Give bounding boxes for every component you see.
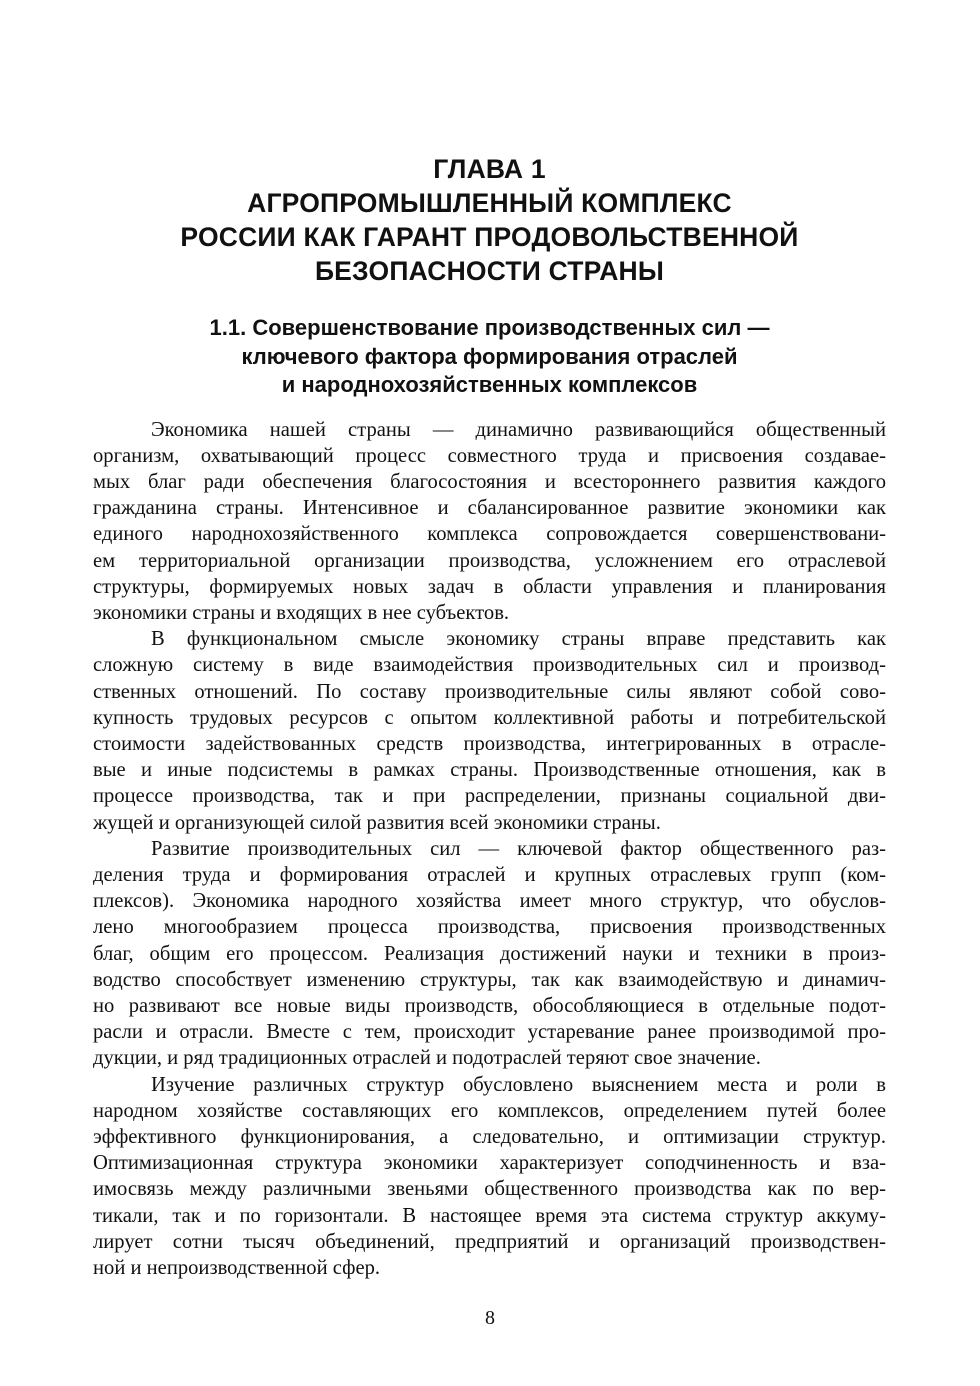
text-line: Развитие производительных сил — ключевой фактор общественного раз-: [151, 837, 886, 860]
text-line: Экономика нашей страны — динамично развивающийся общественный: [151, 418, 886, 441]
text-line: мых благ ради обеспечения благосостояния и всестороннего развития каждого: [93, 470, 886, 493]
text-line: народном хозяйстве составляющих его комплексов, определением путей более: [93, 1099, 886, 1122]
chapter-title-line: ГЛАВА 1: [433, 154, 546, 184]
paragraph: [93, 417, 886, 627]
paragraph: [93, 1072, 886, 1282]
text-line: экономики страны и входящих в нее субъектов.: [93, 601, 510, 624]
text-line: лено многообразием процесса производства, присвоения производственных: [93, 916, 886, 939]
text-line: жущей и организующей силой развития всей экономики страны.: [93, 811, 661, 834]
text-line: Оптимизационная структура экономики характеризует соподчиненность и вза-: [93, 1152, 886, 1175]
text-line: плексов). Экономика народного хозяйства имеет много структур, что обуслов-: [93, 890, 886, 913]
section-title: [93, 314, 886, 400]
text-line: единого народнохозяйственного комплекса сопровождается совершенствовани-: [93, 523, 886, 546]
chapter-title: [93, 152, 886, 288]
text-line: эффективного функционирования, а следовательно, и оптимизации структур.: [93, 1125, 886, 1148]
section-title-line: 1.1. Совершенствование производственных сил —: [209, 315, 770, 340]
text-line: ственных отношений. По составу производительные силы являют собой сово-: [93, 680, 886, 703]
chapter-title-line: АГРОПРОМЫШЛЕННЫЙ КОМПЛЕКС: [247, 188, 732, 218]
text-line: ной и непроизводственной сфер.: [93, 1257, 381, 1279]
text-line: имосвязь между различными звеньями общественного производства как по вер-: [93, 1178, 886, 1201]
text-line: расли и отрасли. Вместе с тем, происходит устаревание ранее производимой про-: [93, 1021, 886, 1044]
text-line: Изучение различных структур обусловлено выяснением места и роли в: [151, 1073, 886, 1096]
text-line: но развивают все новые виды производств, обособляющиеся в отдельные подот-: [93, 994, 886, 1017]
body-text: [93, 417, 886, 1282]
text-line: гражданина страны. Интенсивное и сбалансированное развитие экономики как: [93, 497, 886, 520]
page-number: 8: [485, 1307, 495, 1329]
text-line: купность трудовых ресурсов с опытом коллективной работы и потребительской: [93, 706, 886, 729]
text-line: ем территориальной организации производства, усложнением его отраслевой: [93, 549, 886, 572]
chapter-title-line: РОССИИ КАК ГАРАНТ ПРОДОВОЛЬСТВЕННОЙ: [180, 222, 799, 252]
text-line: сложную систему в виде взаимодействия производительных сил и производ-: [93, 654, 886, 677]
text-line: вые и иные подсистемы в рамках страны. Производственные отношения, как в: [93, 759, 886, 782]
text-line: водство способствует изменению структуры, так как взаимодействую и динамич-: [93, 968, 886, 991]
chapter-title-line: БЕЗОПАСНОСТИ СТРАНЫ: [314, 256, 665, 286]
paragraph: [93, 836, 886, 1072]
section-title-line: ключевого фактора формирования отраслей: [241, 343, 738, 369]
text-line: организм, охватывающий процесс совместного труда и присвоения создавае-: [93, 444, 886, 467]
text-line: стоимости задействованных средств производства, интегрированных в отрасле-: [93, 732, 886, 755]
text-line: процессе производства, так и при распределении, признаны социальной дви-: [93, 785, 886, 808]
section-title-line: и народнохозяйственных комплексов: [281, 372, 698, 397]
text-line: структуры, формируемых новых задач в области управления и планирования: [93, 575, 886, 598]
text-line: дукции, и ряд традиционных отраслей и подотраслей теряют свое значение.: [93, 1047, 761, 1070]
text-line: тикали, так и по горизонтали. В настоящее время эта система структур аккуму-: [93, 1204, 886, 1227]
paragraph: [93, 626, 886, 836]
page: [93, 0, 886, 1281]
text-line: деления труда и формирования отраслей и крупных отраслевых групп (ком-: [93, 863, 886, 886]
text-line: лирует сотни тысяч объединений, предприятий и организаций производствен-: [93, 1230, 886, 1253]
text-line: благ, общим его процессом. Реализация достижений науки и техники в произ-: [93, 942, 886, 965]
text-line: В функциональном смысле экономику страны вправе представить как: [151, 628, 886, 651]
